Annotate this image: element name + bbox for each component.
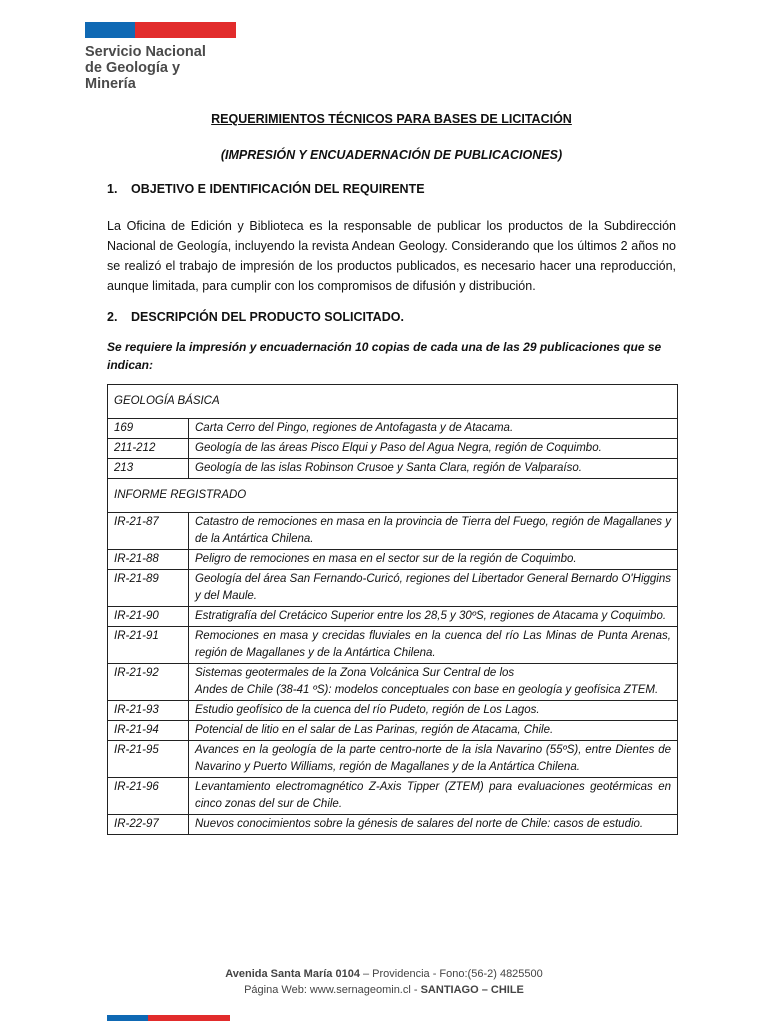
publication-description: Remociones en masa y crecidas fluviales en la cuenca del río Las Minas de Punta Arenas, región de Magallanes y de la Antártica Chilena. <box>189 627 678 664</box>
section-2-heading <box>107 310 676 324</box>
table-row <box>108 701 678 721</box>
publications-table <box>107 384 678 835</box>
flag-red-segment <box>135 22 236 38</box>
section-1-number: 1. <box>107 182 118 196</box>
publication-description: Geología del área San Fernando-Curicó, regiones del Libertador General Bernardo O'Higgins y del Maule. <box>189 570 678 607</box>
document-subtitle: (IMPRESIÓN Y ENCUADERNACIÓN DE PUBLICACIONES) <box>220 148 563 162</box>
table-row <box>108 627 678 664</box>
table-row <box>108 459 678 479</box>
publication-description: Geología de las áreas Pisco Elqui y Paso del Agua Negra, región de Coquimbo. <box>189 439 678 459</box>
publication-description-line-2: Andes de Chile (38-41 ºS): modelos conceptuales con base en geología y geofísica ZTEM. <box>195 684 659 696</box>
publication-description: Catastro de remociones en masa en la provincia de Tierra del Fuego, región de Magallanes y de la Antártica Chilena. <box>189 513 678 550</box>
section-2-number: 2. <box>107 310 118 324</box>
table-row <box>108 815 678 835</box>
table-row <box>108 419 678 439</box>
table-row <box>108 550 678 570</box>
publication-description <box>189 664 678 701</box>
section-1-title: OBJETIVO E IDENTIFICACIÓN DEL REQUIRENTE <box>131 182 425 196</box>
logo-line-2: de Geología y <box>85 60 181 76</box>
institution-logo <box>85 44 206 92</box>
table-section-row <box>108 385 678 419</box>
publication-code: IR-21-92 <box>108 664 189 701</box>
section-2-intro: Se requiere la impresión y encuadernación 10 copias de cada una de las 29 publicaciones que se indican: <box>107 340 662 372</box>
page-footer <box>0 966 768 998</box>
section-informe-registrado: INFORME REGISTRADO <box>108 479 678 513</box>
publication-code: IR-21-87 <box>108 513 189 550</box>
table-row <box>108 607 678 627</box>
publication-description: Nuevos conocimientos sobre la génesis de salares del norte de Chile: casos de estudio. <box>189 815 678 835</box>
table-row <box>108 778 678 815</box>
header-flag-bar <box>85 22 236 38</box>
section-2-title: DESCRIPCIÓN DEL PRODUCTO SOLICITADO. <box>131 310 404 324</box>
logo-line-3: Minería <box>85 76 136 92</box>
publication-code: IR-21-95 <box>108 741 189 778</box>
publication-code: 169 <box>108 419 189 439</box>
publication-code: IR-21-89 <box>108 570 189 607</box>
publication-code: IR-21-90 <box>108 607 189 627</box>
section-1-paragraph: La Oficina de Edición y Biblioteca es la responsable de publicar los productos de la Subdirección Nacional de Geología, incluyendo la revista Andean Geology. Considerando que los últimos 2 años no se realizó el trabajo de impresión de los productos publicados, es necesario hacer una reproducción, aunque limitada, para cumplir con los compromisos de difusión y distribución. <box>107 219 676 293</box>
table-row <box>108 513 678 550</box>
footer-address-street: Avenida Santa María 0104 <box>225 968 360 980</box>
footer-address <box>0 966 768 982</box>
publication-description: Levantamiento electromagnético Z-Axis Tipper (ZTEM) para evaluaciones geotérmicas en cinco zonas del sur de Chile. <box>189 778 678 815</box>
publication-code: IR-21-96 <box>108 778 189 815</box>
publication-code: IR-21-88 <box>108 550 189 570</box>
footer-web-label: Página Web: www.sernageomin.cl - <box>244 984 421 996</box>
publication-code: IR-21-91 <box>108 627 189 664</box>
flag-blue-segment <box>85 22 135 38</box>
table-section-row <box>108 479 678 513</box>
publication-description: Estratigrafía del Cretácico Superior entre los 28,5 y 30ºS, regiones de Atacama y Coquimbo. <box>189 607 678 627</box>
table-row <box>108 664 678 701</box>
footer-city: SANTIAGO – CHILE <box>420 984 524 996</box>
publication-code: IR-22-97 <box>108 815 189 835</box>
publication-description: Potencial de litio en el salar de Las Parinas, región de Atacama, Chile. <box>189 721 678 741</box>
document-title: REQUERIMIENTOS TÉCNICOS PARA BASES DE LICITACIÓN <box>211 112 572 126</box>
table-row <box>108 439 678 459</box>
publication-code: IR-21-94 <box>108 721 189 741</box>
footer-web <box>0 982 768 998</box>
section-1-heading <box>107 182 676 196</box>
publication-code: 211-212 <box>108 439 189 459</box>
publication-description: Avances en la geología de la parte centro-norte de la isla Navarino (55ºS), entre Dientes de Navarino y Puerto Williams, región de Magallanes y de la Antártica Chilena. <box>189 741 678 778</box>
publication-code: IR-21-93 <box>108 701 189 721</box>
publication-description: Geología de las islas Robinson Crusoe y Santa Clara, región de Valparaíso. <box>189 459 678 479</box>
document-body <box>107 112 676 835</box>
publication-description: Carta Cerro del Pingo, regiones de Antofagasta y de Atacama. <box>189 419 678 439</box>
footer-flag-blue-segment <box>107 1015 148 1021</box>
publication-description-line-1: Sistemas geotermales de la Zona Volcánica Sur Central de los <box>195 667 515 679</box>
publication-code: 213 <box>108 459 189 479</box>
footer-address-rest: – Providencia - Fono:(56-2) 4825500 <box>359 968 543 980</box>
footer-flag-bar <box>107 1015 230 1021</box>
table-row <box>108 721 678 741</box>
table-row <box>108 570 678 607</box>
logo-line-1: Servicio Nacional <box>85 44 206 60</box>
publication-description: Estudio geofísico de la cuenca del río Pudeto, región de Los Lagos. <box>189 701 678 721</box>
footer-flag-red-segment <box>148 1015 230 1021</box>
section-geologia-basica: GEOLOGÍA BÁSICA <box>108 385 678 419</box>
table-row <box>108 741 678 778</box>
publication-description: Peligro de remociones en masa en el sector sur de la región de Coquimbo. <box>189 550 678 570</box>
